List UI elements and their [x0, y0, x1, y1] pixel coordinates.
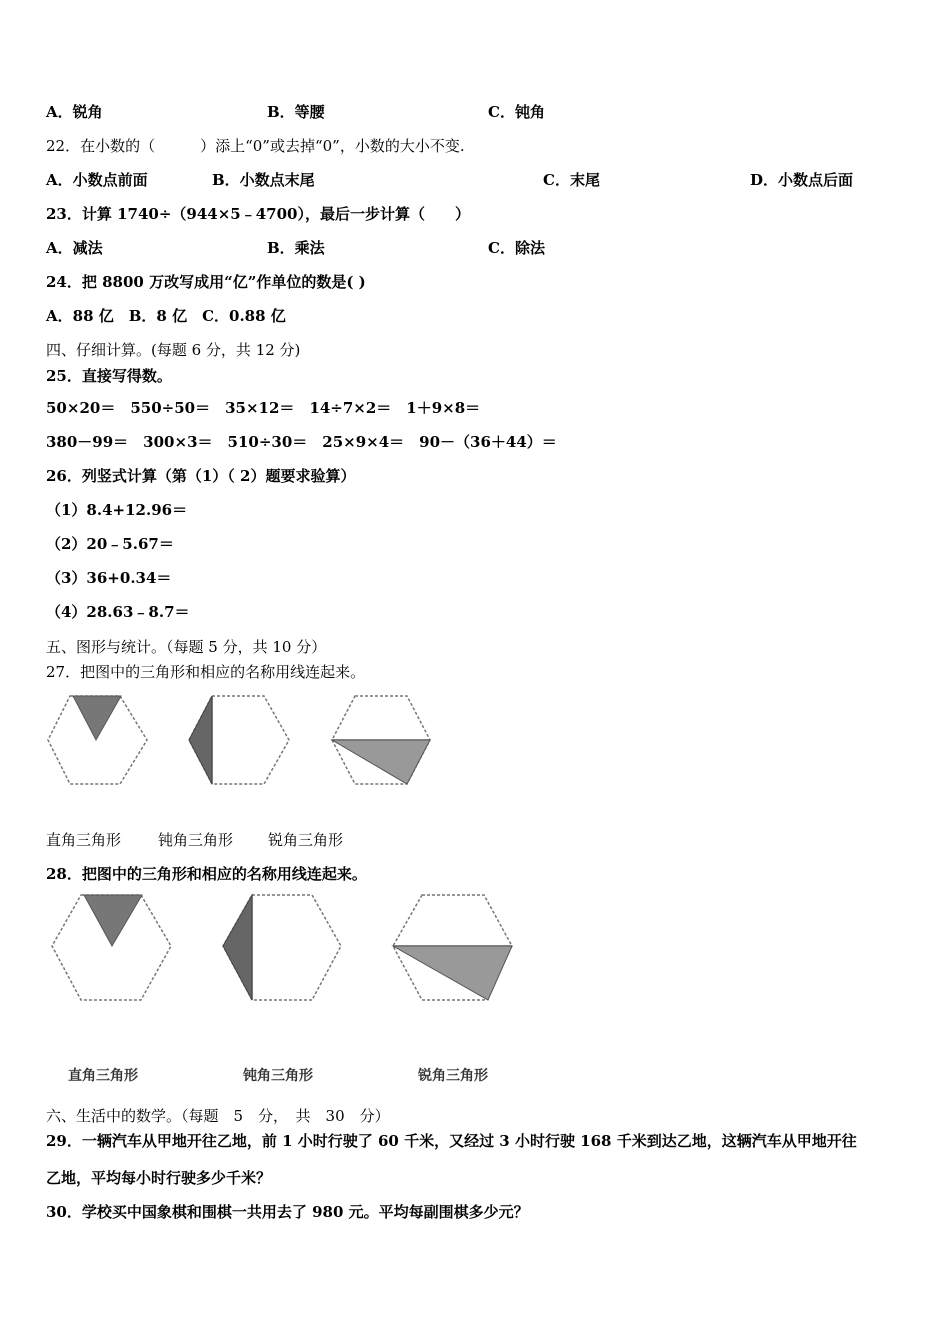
- section5-title: 五、图形与统计。（每题 5 分，共 10 分）: [46, 638, 327, 656]
- q22-option-a: A．小数点前面: [46, 171, 148, 189]
- q29-line-2: 乙地，平均每小时行驶多少千米？: [46, 1169, 272, 1187]
- q24-stem: 24．把 8800 万改写成用“亿”作单位的数是( ): [46, 273, 366, 291]
- q23-option-c: C．除法: [488, 239, 545, 257]
- q28-acute-triangle-shaded: [84, 895, 142, 946]
- q27-label-right-triangle: 直角三角形: [46, 831, 122, 849]
- q26-stem: 26．列竖式计算（第（1）（ 2）题要求验算）: [46, 467, 356, 485]
- q28-label-acute-triangle: 锐角三角形: [418, 1068, 488, 1084]
- q28-stem: 28．把图中的三角形和相应的名称用线连起来。: [46, 865, 367, 883]
- q27-label-acute-triangle: 锐角三角形: [268, 831, 344, 849]
- q22-option-b: B．小数点末尾: [212, 171, 315, 189]
- q21-option-b: B．等腰: [267, 103, 325, 121]
- q27-acute-triangle-shaded: [73, 696, 121, 740]
- q23-option-b: B．乘法: [267, 239, 325, 257]
- q23-stem: 23．计算 1740÷（944×5﹣4700），最后一步计算（ ）: [46, 205, 470, 223]
- q22-option-d: D．小数点后面: [750, 171, 854, 189]
- q24-options: A．88 亿 B．8 亿 C．0.88 亿: [46, 307, 286, 325]
- q26-part-4: （4）28.63﹣8.7＝: [46, 603, 190, 621]
- q28-hexagon-figures: [46, 890, 526, 1005]
- q25-stem: 25．直接写得数。: [46, 367, 172, 385]
- q28-label-right-triangle: 直角三角形: [68, 1068, 138, 1084]
- q23-option-a: A．减法: [46, 239, 103, 257]
- q25-row-2: 380－99＝ 300×3＝ 510÷30＝ 25×9×4＝ 90－（36＋44）＝: [46, 433, 557, 451]
- q30-stem: 30．学校买中国象棋和围棋一共用去了 980 元。平均每副围棋多少元？: [46, 1203, 529, 1221]
- q21-option-c: C．钝角: [488, 103, 545, 121]
- q27-right-triangle-shaded: [332, 740, 430, 784]
- section6-title: 六、生活中的数学。（每题 5 分， 共 30 分）: [46, 1107, 390, 1125]
- q26-part-1: （1）8.4+12.96＝: [46, 501, 188, 519]
- q27-obtuse-triangle-shaded: [189, 696, 212, 784]
- q25-row-1: 50×20＝ 550÷50＝ 35×12＝ 14÷7×2＝ 1＋9×8＝: [46, 399, 481, 417]
- q27-hexagon-figures: [40, 690, 440, 790]
- q22-stem: 22．在小数的（ ）添上“0”或去掉“0”，小数的大小不变.: [46, 137, 465, 155]
- q27-stem: 27．把图中的三角形和相应的名称用线连起来。: [46, 663, 366, 681]
- q27-label-obtuse-triangle: 钝角三角形: [158, 831, 234, 849]
- q26-part-2: （2）20﹣5.67＝: [46, 535, 174, 553]
- q29-line-1: 29．一辆汽车从甲地开往乙地，前 1 小时行驶了 60 千米，又经过 3 小时行驶 168 千米到达乙地，这辆汽车从甲地开往: [46, 1132, 857, 1150]
- q26-part-3: （3）36+0.34＝: [46, 569, 172, 587]
- q28-obtuse-triangle-shaded: [223, 895, 252, 1000]
- q28-right-triangle-shaded: [393, 946, 512, 1000]
- q28-label-obtuse-triangle: 钝角三角形: [243, 1068, 313, 1084]
- section4-title: 四、仔细计算。(每题 6 分，共 12 分): [46, 341, 301, 359]
- q22-option-c: C．末尾: [543, 171, 600, 189]
- q21-option-a: A．锐角: [46, 103, 103, 121]
